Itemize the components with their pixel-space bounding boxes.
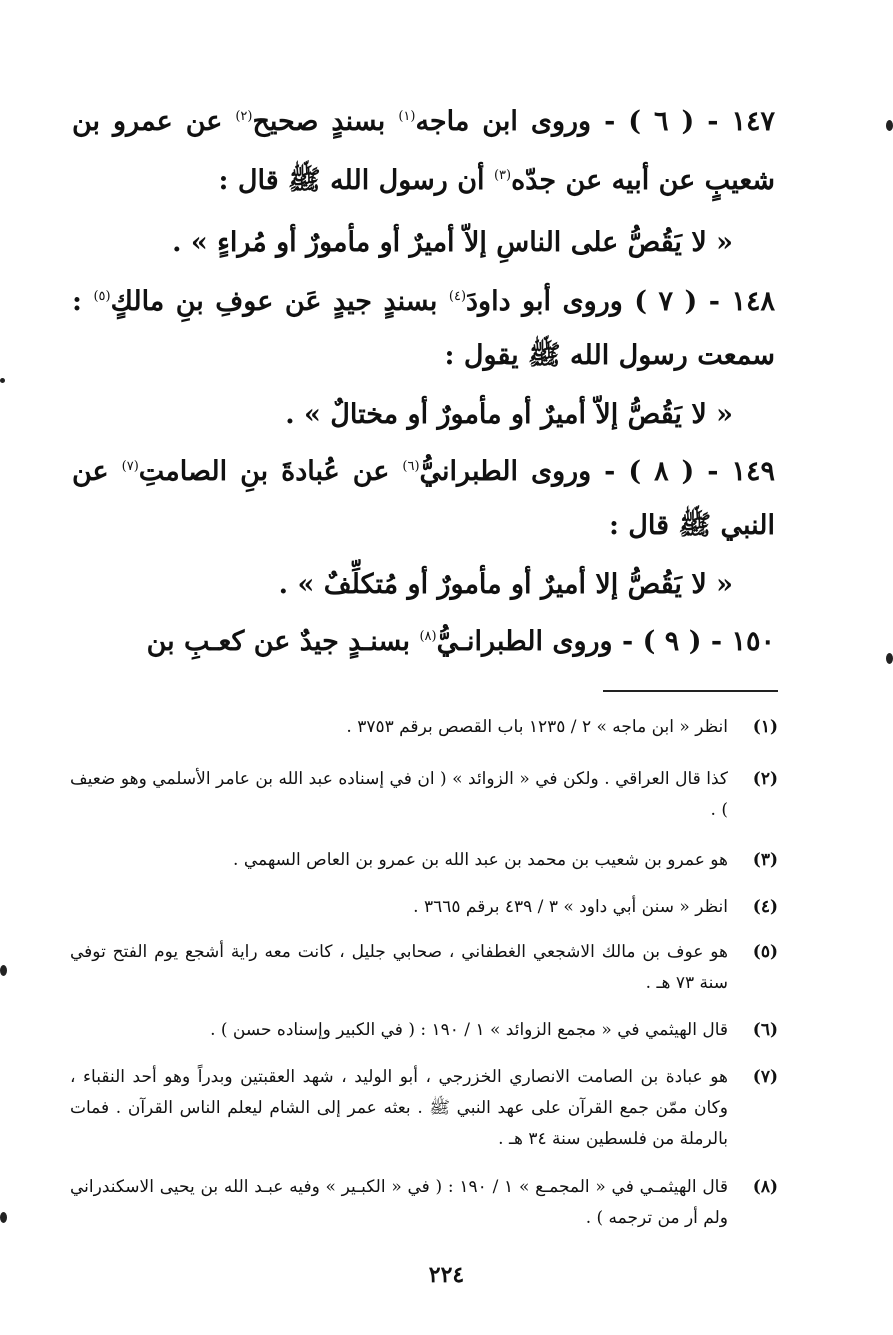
hadith-147 bbox=[72, 90, 775, 208]
page-number: ٢٢٤ bbox=[428, 1262, 465, 1288]
footnote-ref: (٥) bbox=[93, 289, 111, 304]
footnote-text: قال الهيثمي في « مجمع الزوائد » ١ / ١٩٠ : ( في الكبير وإسناده حسن ) . bbox=[210, 1020, 728, 1040]
footnote-number: (٤) bbox=[752, 897, 778, 917]
footnote-number: (١) bbox=[752, 717, 778, 737]
hadith-148 bbox=[72, 270, 775, 383]
hadith-149 bbox=[72, 440, 775, 553]
scan-edge-mark bbox=[0, 1212, 7, 1223]
hadith-text: ١٤٧ - ( ٦ ) - وروى ابن ماجه bbox=[415, 106, 775, 137]
footnote-text: هو عوف بن مالك الاشجعي الغطفاني ، صحابي جليل ، كانت معه راية أشجع يوم الفتح توفي سنة ٧٣ هـ . bbox=[70, 942, 728, 993]
scan-edge-mark bbox=[0, 378, 5, 383]
footnote-number: (٨) bbox=[752, 1177, 778, 1197]
footnote bbox=[70, 1015, 778, 1046]
footnote-divider bbox=[603, 690, 778, 692]
footnote-ref: (٨) bbox=[419, 629, 437, 644]
hadith-text: أن رسول الله ﷺ قال : bbox=[218, 165, 494, 196]
footnote-text: انظر « ابن ماجه » ٢ / ١٢٣٥ باب القصص برقم ٣٧٥٣ . bbox=[346, 717, 728, 737]
footnote-ref: (٣) bbox=[493, 168, 512, 183]
footnote bbox=[70, 845, 778, 876]
footnote bbox=[70, 937, 778, 999]
footnote-text: كذا قال العراقي . ولكن في « الزوائد » ( ان في إسناده عبد الله بن عامر الأسلمي وهو ضعيف ) . bbox=[70, 769, 728, 820]
footnote-text: انظر « سنن أبي داود » ٣ / ٤٣٩ برقم ٣٦٦٥ . bbox=[413, 897, 728, 917]
hadith-text: ١٥٠ - ( ٩ ) - وروى الطبرانـيُّ bbox=[436, 626, 775, 657]
footnote bbox=[70, 1172, 778, 1234]
footnote-number: (٧) bbox=[752, 1067, 778, 1087]
hadith-quote: « لا يَقُصُّ إلا أميرٌ أو مأمورٌ أو مُتكلِّفٌ » . bbox=[278, 569, 733, 600]
hadith-text: بسندٍ جيدٍ عَن عوفِ بنِ مالكٍ bbox=[110, 286, 449, 317]
hadith-text: ١٤٨ - ( ٧ ) وروى أبو داودَ bbox=[466, 286, 775, 317]
footnote bbox=[70, 764, 778, 826]
footnote bbox=[70, 712, 778, 743]
hadith-text: : سمعت رسول الله ﷺ يقول : bbox=[72, 286, 775, 371]
hadith-quote: « لا يَقُصُّ إلاّ أميرٌ أو مأمورٌ أو مختالٌ » . bbox=[285, 399, 733, 430]
hadith-text: عن عمرو بن شعيبٍ عن أبيه عن جدّه bbox=[72, 106, 775, 196]
hadith-150 bbox=[72, 610, 775, 669]
footnote-text: هو عمرو بن شعيب بن محمد بن عبد الله بن عمرو بن العاص السهمي . bbox=[233, 850, 728, 870]
footnote-text: قال الهيثمـي في « المجمـع » ١ / ١٩٠ : ( في « الكبـير » وفيه عبـد الله بن يحيى الاسكندراني ولم أر من ترجمه ) . bbox=[70, 1177, 728, 1228]
hadith-text: عن عُبادةَ بنِ الصامتِ bbox=[138, 456, 403, 487]
footnote-ref: (١) bbox=[398, 109, 416, 124]
footnote-number: (٥) bbox=[752, 942, 778, 962]
footnote-number: (٢) bbox=[752, 769, 778, 789]
hadith-text: عن النبي ﷺ قال : bbox=[72, 456, 775, 541]
footnote-ref: (٦) bbox=[402, 459, 420, 474]
hadith-text: ١٤٩ - ( ٨ ) - وروى الطبرانيُّ bbox=[419, 456, 775, 487]
footnote-number: (٦) bbox=[752, 1020, 778, 1040]
hadith-quote: « لا يَقُصُّ على الناسِ إلاّ أميرٌ أو مأمورٌ أو مُراءٍ » . bbox=[172, 227, 733, 258]
footnote bbox=[70, 1062, 778, 1155]
footnote-ref: (٤) bbox=[448, 289, 467, 304]
scan-edge-mark bbox=[886, 120, 893, 131]
footnote-ref: (٧) bbox=[121, 459, 139, 474]
footnote bbox=[70, 892, 778, 923]
scan-edge-mark bbox=[0, 965, 7, 976]
hadith-text: بسندٍ صحيح bbox=[252, 106, 399, 137]
footnote-number: (٣) bbox=[752, 850, 778, 870]
hadith-text: بسنـدٍ جيدٌ عن كعـبِ بن bbox=[146, 626, 420, 657]
scan-edge-mark bbox=[886, 653, 893, 664]
footnote-text: هو عبادة بن الصامت الانصاري الخزرجي ، أبو الوليد ، شهد العقبتين وبدراً وهو أحد النقباء ، وكان ممّن جمع القرآن على عهد النبي ﷺ . بعثه عمر إلى الشام ليعلم الناس القرآن . فمات بالرملة من فلسطين سنة ٣٤ هـ . bbox=[70, 1067, 728, 1149]
footnote-ref: (٢) bbox=[235, 109, 253, 124]
